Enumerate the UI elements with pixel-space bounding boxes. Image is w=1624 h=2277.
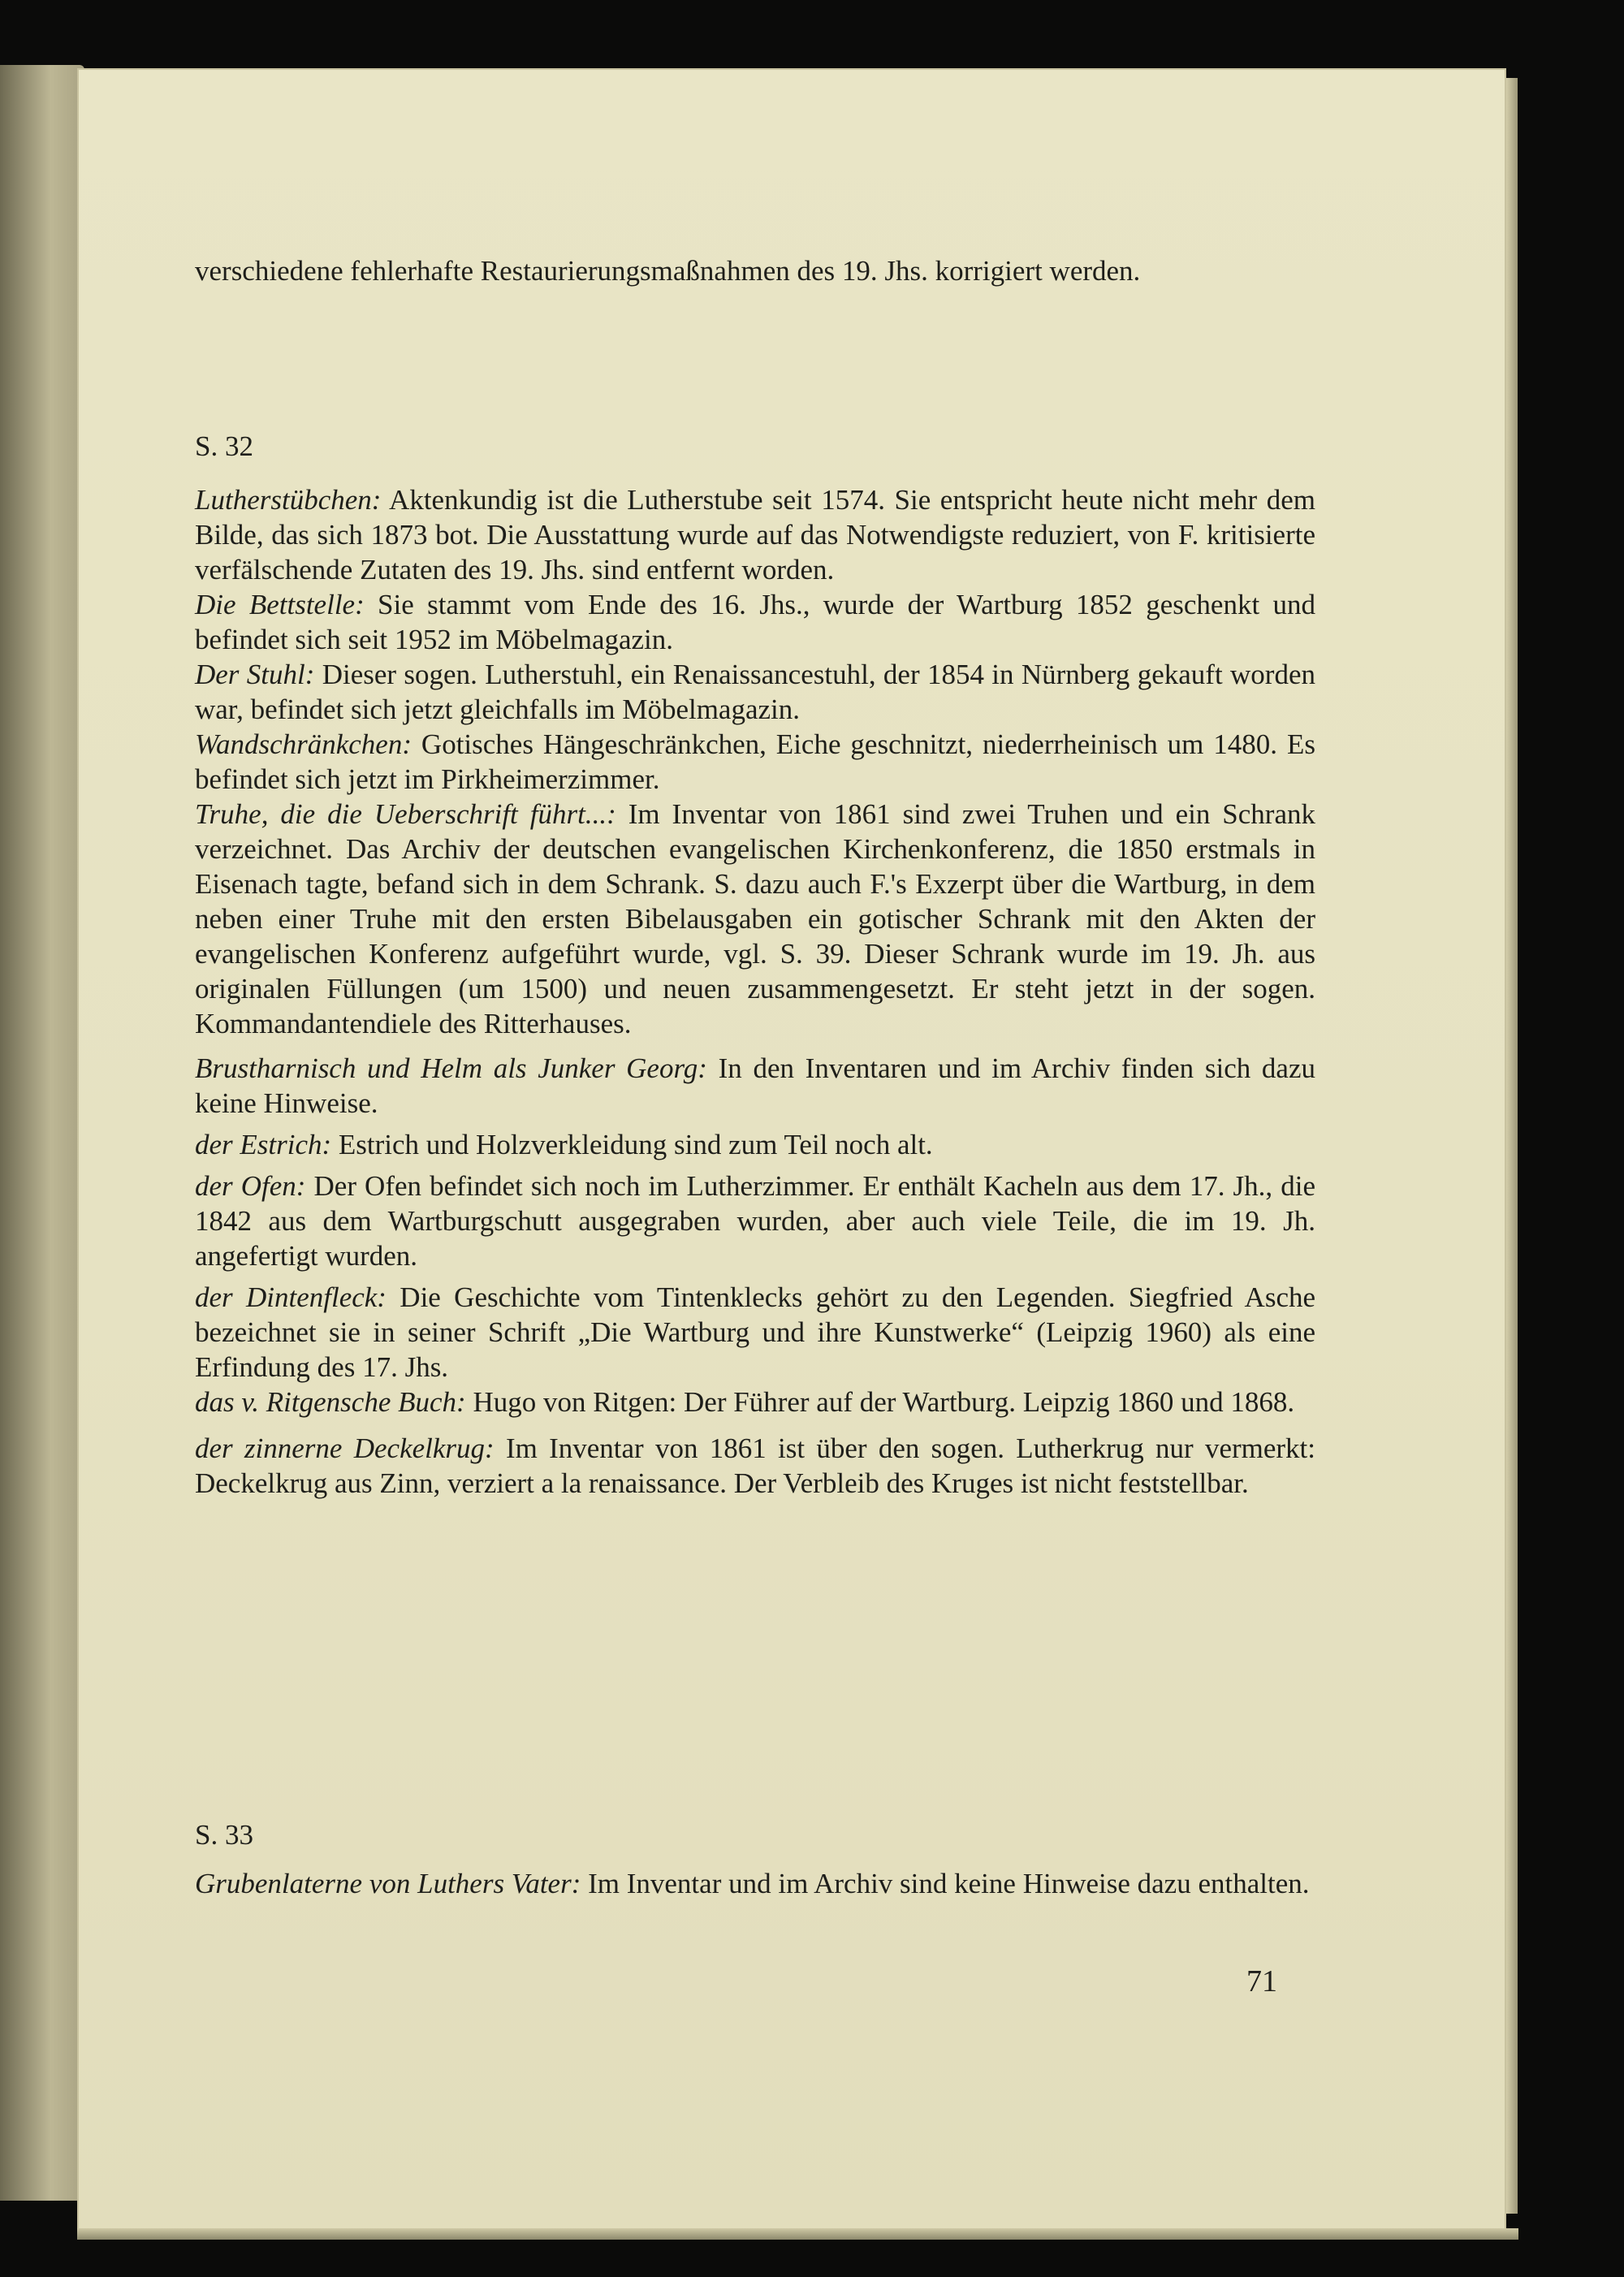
entry xyxy=(195,1866,1315,1901)
entry xyxy=(195,482,1315,587)
section-heading: S. 33 xyxy=(195,1819,253,1851)
section-s33-body xyxy=(195,1866,1315,1901)
entry xyxy=(195,797,1315,1041)
section-s32-body xyxy=(195,482,1315,1501)
entry-term: das v. Ritgensche Buch: xyxy=(195,1386,466,1418)
entry xyxy=(195,1280,1315,1385)
entry-text: Im Inventar und im Archiv sind keine Hinweise dazu enthalten. xyxy=(581,1868,1310,1899)
entry xyxy=(195,587,1315,657)
entry xyxy=(195,1127,1315,1162)
entry xyxy=(195,657,1315,727)
entry-text: Gotisches Hängeschränkchen, Eiche geschnitzt, niederrheinisch um 1480. Es befindet sich jetzt im Pirkheimerzimmer. xyxy=(195,728,1315,795)
page-bottom-edge xyxy=(77,2228,1518,2240)
entry-text: Dieser sogen. Lutherstuhl, ein Renaissancestuhl, der 1854 in Nürnberg gekauft worden war, befindet sich jetzt gleichfalls im Möbelmagazin. xyxy=(195,659,1315,725)
page-stack-edge xyxy=(1506,78,1518,2214)
entry-text: In den Inventaren und im Archiv finden sich dazu keine Hinweise. xyxy=(195,1052,1315,1119)
entry-text: Der Ofen befindet sich noch im Lutherzimmer. Er enthält Kacheln aus dem 17. Jh., die 1842 aus dem Wartburgschutt ausgegraben wurden, aber auch viele Teile, die im 19. Jh. angefertigt wurden. xyxy=(195,1170,1315,1272)
entry-term: Grubenlaterne von Luthers Vater: xyxy=(195,1868,581,1899)
entry-text: Aktenkundig ist die Lutherstube seit 1574. Sie entspricht heute nicht mehr dem Bilde, das sich 1873 bot. Die Ausstattung wurde auf das Notwendigste reduziert, von F. kritisierte verfälschende Zutaten des 19. Jhs. sind entfernt worden. xyxy=(195,484,1315,585)
entry-term: Brustharnisch und Helm als Junker Georg: xyxy=(195,1052,707,1084)
entry-term: der Ofen: xyxy=(195,1170,306,1202)
intro-block xyxy=(195,253,1315,288)
entry xyxy=(195,1431,1315,1501)
entry-term: Wandschränkchen: xyxy=(195,728,412,760)
entry-term: der Estrich: xyxy=(195,1129,332,1160)
entry-text: Sie stammt vom Ende des 16. Jhs., wurde der Wartburg 1852 geschenkt und befindet sich seit 1952 im Möbelmagazin. xyxy=(195,589,1315,655)
section-heading: S. 32 xyxy=(195,430,253,462)
entry-text: Die Geschichte vom Tintenklecks gehört zu den Legenden. Siegfried Asche bezeichnet sie in seiner Schrift „Die Wartburg und ihre Kunstwerke“ (Leipzig 1960) als eine Erfindung des 17. Jhs. xyxy=(195,1281,1316,1383)
entry xyxy=(195,1385,1315,1419)
section-heading-s33 xyxy=(195,1817,1315,1852)
intro-paragraph: verschiedene fehlerhafte Restaurierungsmaßnahmen des 19. Jhs. korrigiert werden. xyxy=(195,255,1141,287)
entry-term: Der Stuhl: xyxy=(195,659,315,690)
entry-term: Truhe, die die Ueberschrift führt...: xyxy=(195,798,616,830)
entry-text: Estrich und Holzverkleidung sind zum Teil noch alt. xyxy=(331,1129,933,1160)
facing-page-edge xyxy=(0,65,84,2201)
entry-text: Hugo von Ritgen: Der Führer auf der Wartburg. Leipzig 1860 und 1868. xyxy=(465,1386,1295,1418)
entry-term: Die Bettstelle: xyxy=(195,589,365,620)
entry-term: Lutherstübchen: xyxy=(195,484,382,516)
entry xyxy=(195,1051,1315,1121)
entry xyxy=(195,1169,1315,1273)
page-number: 71 xyxy=(1246,1964,1277,1998)
entry-text: Im Inventar von 1861 sind zwei Truhen und ein Schrank verzeichnet. Das Archiv der deutschen evangelischen Kirchenkonferenz, die 1850 erstmals in Eisenach tagte, befand sich in dem Schrank. S. dazu auch F.'s Exzerpt über die Wartburg, in dem neben einer Truhe mit den ersten Bibelausgaben ein gotischer Schrank mit den Akten der evangelischen Konferenz aufgeführt wurde, vgl. S. 39. Dieser Schrank wurde im 19. Jh. aus originalen Füllungen (um 1500) und neuen zusammengesetzt. Er steht jetzt in der sogen. Kommandantendiele des Ritterhauses. xyxy=(195,798,1315,1039)
section-heading-s32 xyxy=(195,429,1315,464)
entry xyxy=(195,727,1315,797)
entry-term: der zinnerne Deckelkrug: xyxy=(195,1432,495,1464)
entry-term: der Dintenfleck: xyxy=(195,1281,387,1313)
entry-text: Im Inventar von 1861 ist über den sogen. Lutherkrug nur vermerkt: Deckelkrug aus Zinn, verziert a la renaissance. Der Verbleib des Kruges ist nicht feststellbar. xyxy=(195,1432,1316,1499)
